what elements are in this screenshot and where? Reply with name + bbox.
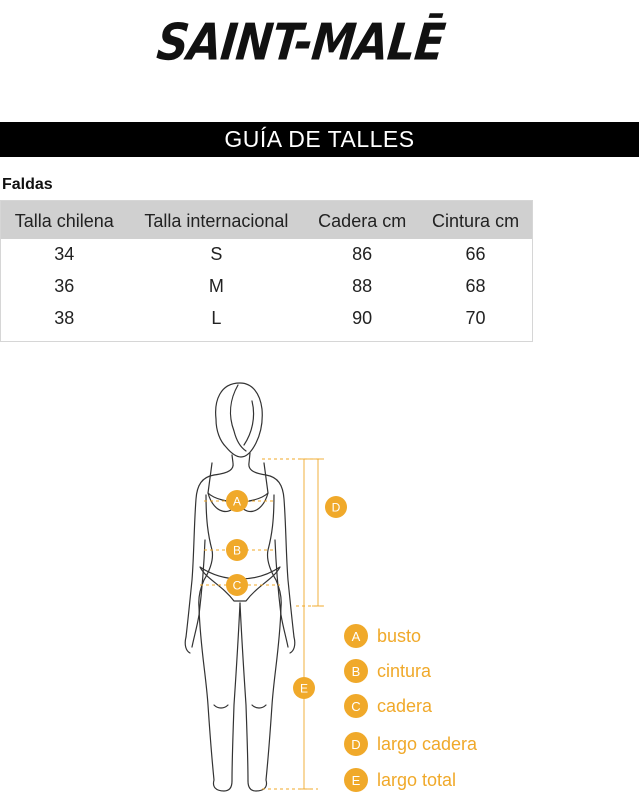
- table-cell: 90: [352, 308, 373, 328]
- marker-c: [226, 574, 248, 596]
- marker-b-label: B: [232, 543, 242, 558]
- body-figure-svg: [0, 375, 639, 800]
- legend-label-largo-cadera: largo cadera: [377, 733, 478, 754]
- table-cell: 68: [465, 276, 486, 296]
- legend-label-busto: busto: [377, 625, 422, 646]
- legend-label-cintura: cintura: [377, 660, 432, 681]
- marker-a: [226, 490, 248, 512]
- legend-item-cintura: [344, 658, 431, 684]
- table-row: [1, 271, 533, 303]
- table-cell: 36: [54, 276, 75, 296]
- table-cell: S: [210, 244, 223, 264]
- marker-a-label: A: [232, 494, 242, 509]
- legend-label-largo-total: largo total: [377, 769, 457, 790]
- table-cell: 38: [54, 308, 75, 328]
- section-title: Faldas: [2, 176, 53, 193]
- column-header: Cadera cm: [318, 211, 407, 232]
- table-cell: 88: [352, 276, 373, 296]
- table-cell: L: [211, 308, 222, 328]
- brand-logo: SAINT-MALĒ: [154, 13, 447, 73]
- marker-d: [325, 496, 347, 518]
- page-banner: [0, 122, 639, 157]
- column-header: Talla internacional: [144, 211, 289, 232]
- table-row: [1, 239, 533, 271]
- legend-badge-a: A: [344, 624, 368, 648]
- legend-badge-e: E: [344, 768, 368, 792]
- size-table: [0, 200, 533, 342]
- marker-e-label: E: [299, 681, 309, 696]
- table-header-row: [1, 201, 533, 239]
- column-header: Talla chilena: [14, 211, 114, 232]
- legend-item-largo-total: [344, 767, 456, 793]
- table-cell: 70: [465, 308, 486, 328]
- marker-d-label: D: [331, 500, 341, 515]
- legend-badge-b: B: [344, 659, 368, 683]
- column-header: Cintura cm: [432, 211, 520, 232]
- table-row: [1, 303, 533, 342]
- marker-c-label: C: [232, 578, 242, 593]
- measurement-guides: [200, 459, 324, 789]
- legend-item-busto: [344, 623, 421, 649]
- marker-b: [226, 539, 248, 561]
- legend-label-cadera: cadera: [377, 695, 433, 716]
- marker-e: [293, 677, 315, 699]
- legend-badge-c: C: [344, 694, 368, 718]
- page-title: GUÍA DE TALLES: [224, 126, 415, 152]
- legend-badge-d: D: [344, 732, 368, 756]
- table-cell: 34: [54, 244, 75, 264]
- measurement-diagram: [0, 375, 639, 800]
- table-cell: M: [208, 276, 224, 296]
- table-cell: 66: [465, 244, 486, 264]
- table-cell: 86: [352, 244, 373, 264]
- legend-item-cadera: [344, 693, 432, 719]
- legend-item-largo-cadera: [344, 731, 477, 757]
